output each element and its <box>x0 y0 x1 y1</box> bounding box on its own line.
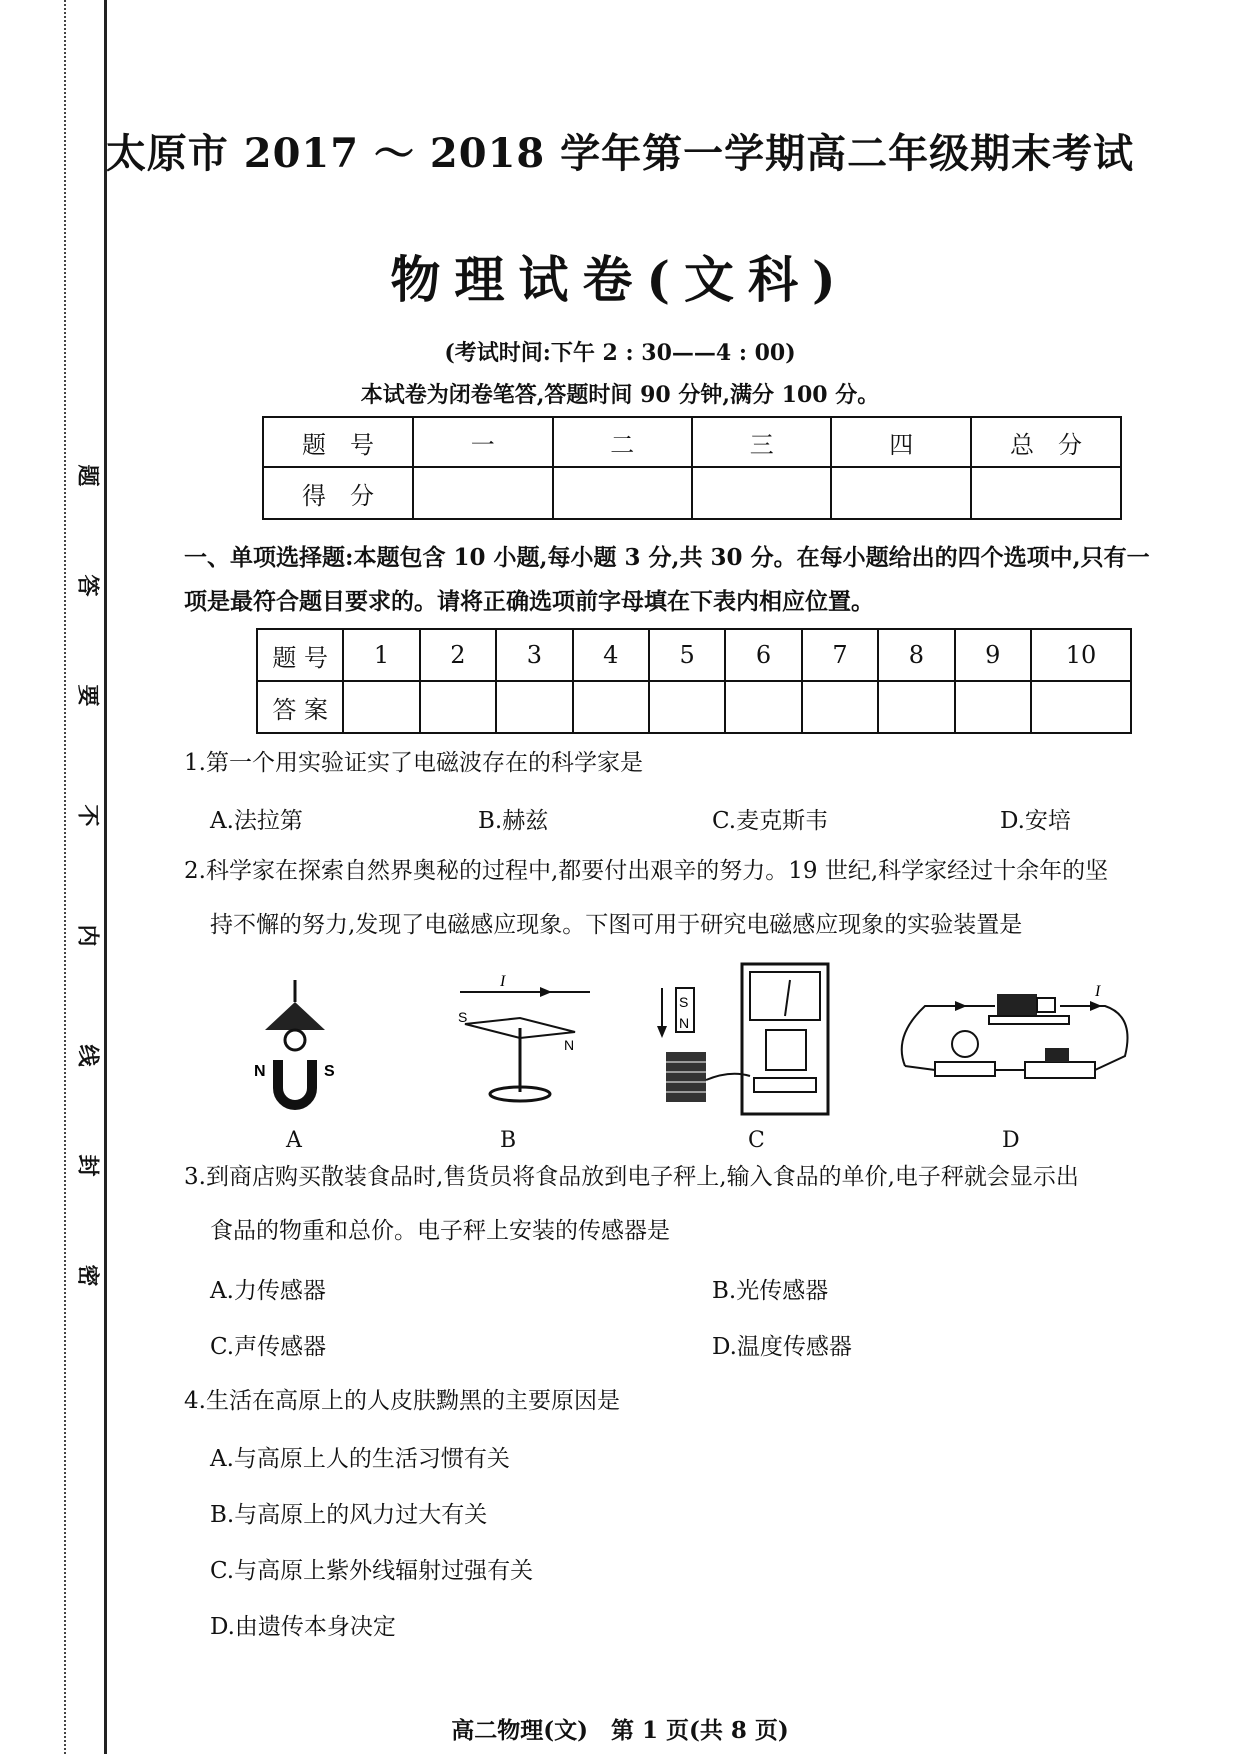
answer-input-cell[interactable] <box>802 681 878 733</box>
q3-option-a: A.力传感器 <box>210 1278 326 1304</box>
question-2-stem-line2: 持不懈的努力,发现了电磁感应现象。下图可用于研究电磁感应现象的实验装置是 <box>210 912 1023 938</box>
answer-label-cell: 答 案 <box>257 681 343 733</box>
score-label-cell: 得 分 <box>263 467 413 519</box>
q3-option-c: C.声传感器 <box>210 1334 327 1360</box>
q4-option-b: B.与高原上的风力过大有关 <box>210 1502 488 1528</box>
answer-input-cell[interactable] <box>649 681 725 733</box>
figure-label-d: D <box>1002 1128 1020 1153</box>
binding-char: 线 <box>74 1044 101 1067</box>
fig-d-i-label: I <box>1095 983 1101 1000</box>
answer-input-cell[interactable] <box>420 681 496 733</box>
answer-table <box>256 628 1132 734</box>
figure-d-diagram <box>885 966 1145 1096</box>
q3-option-d: D.温度传感器 <box>712 1334 852 1360</box>
answer-header-cell: 10 <box>1031 629 1131 681</box>
answer-header-cell: 8 <box>878 629 954 681</box>
q1-option-d: D.安培 <box>1000 808 1071 834</box>
score-input-cell[interactable] <box>413 467 552 519</box>
fig-b-s-label: S <box>458 1009 468 1025</box>
exam-time: (考试时间:下午 2 : 30——4 : 00) <box>444 340 796 366</box>
answer-header-cell: 1 <box>343 629 419 681</box>
fig-a-s-label: S <box>324 1063 335 1080</box>
q4-option-a: A.与高原上人的生活习惯有关 <box>210 1446 510 1472</box>
q1-option-b: B.赫兹 <box>478 808 549 834</box>
fig-b-i-label: I <box>500 973 506 990</box>
answer-input-cell[interactable] <box>343 681 419 733</box>
figure-a-diagram <box>240 980 350 1120</box>
score-input-cell[interactable] <box>692 467 831 519</box>
score-header-cell: 总 分 <box>971 417 1121 467</box>
exam-rules: 本试卷为闭卷笔答,答题时间 90 分钟,满分 100 分。 <box>360 382 880 408</box>
page-footer: 高二物理(文) 第 1 页(共 8 页) <box>451 1717 789 1744</box>
fig-b-n-label: N <box>564 1037 575 1053</box>
question-1-stem: 1.第一个用实验证实了电磁波存在的科学家是 <box>184 750 643 776</box>
score-table <box>262 416 1122 520</box>
score-header-cell: 四 <box>831 417 970 467</box>
q4-option-d: D.由遗传本身决定 <box>210 1614 396 1640</box>
answer-header-cell: 题 号 <box>257 629 343 681</box>
q1-option-c: C.麦克斯韦 <box>712 808 829 834</box>
subject-title: 物理试卷(文科) <box>390 250 850 309</box>
score-header-cell: 题 号 <box>263 417 413 467</box>
figure-b-diagram <box>430 972 600 1112</box>
binding-char: 封 <box>74 1154 101 1177</box>
q3-option-b: B.光传感器 <box>712 1278 829 1304</box>
binding-char: 题 <box>74 464 101 487</box>
answer-header-cell: 6 <box>725 629 801 681</box>
figure-label-b: B <box>500 1128 517 1153</box>
answer-input-cell[interactable] <box>955 681 1031 733</box>
figure-label-a: A <box>286 1128 302 1153</box>
answer-input-cell[interactable] <box>878 681 954 733</box>
answer-header-cell: 7 <box>802 629 878 681</box>
fig-a-n-label: N <box>254 1063 266 1080</box>
answer-header-cell: 3 <box>496 629 572 681</box>
score-input-cell[interactable] <box>831 467 970 519</box>
question-3-stem-line1: 3.到商店购买散装食品时,售货员将食品放到电子秤上,输入食品的单价,电子秤就会显示出 <box>184 1164 1079 1190</box>
score-header-cell: 二 <box>553 417 692 467</box>
score-header-cell: 三 <box>692 417 831 467</box>
q1-option-a: A.法拉第 <box>210 808 303 834</box>
binding-char: 内 <box>74 924 101 947</box>
binding-char: 密 <box>74 1264 101 1287</box>
question-4-stem: 4.生活在高原上的人皮肤黝黑的主要原因是 <box>184 1388 620 1414</box>
answer-input-cell[interactable] <box>573 681 649 733</box>
section1-heading-line1: 一、单项选择题:本题包含 10 小题,每小题 3 分,共 30 分。在每小题给出的四个选项中,只有一 <box>184 544 1150 571</box>
fig-c-s-label: S <box>679 994 689 1010</box>
figure-c-diagram <box>650 960 840 1125</box>
section1-heading-line2: 项是最符合题目要求的。请将正确选项前字母填在下表内相应位置。 <box>184 588 874 615</box>
answer-input-cell[interactable] <box>725 681 801 733</box>
question-2-stem-line1: 2.科学家在探索自然界奥秘的过程中,都要付出艰辛的努力。19 世纪,科学家经过十余年的坚 <box>184 858 1109 884</box>
q4-option-c: C.与高原上紫外线辐射过强有关 <box>210 1558 534 1584</box>
question-3-stem-line2: 食品的物重和总价。电子秤上安装的传感器是 <box>210 1218 670 1244</box>
score-input-cell[interactable] <box>971 467 1121 519</box>
figure-label-c: C <box>748 1128 765 1153</box>
answer-header-cell: 9 <box>955 629 1031 681</box>
answer-header-cell: 5 <box>649 629 725 681</box>
answer-input-cell[interactable] <box>496 681 572 733</box>
binding-char: 不 <box>74 804 101 827</box>
answer-header-cell: 4 <box>573 629 649 681</box>
answer-input-cell[interactable] <box>1031 681 1131 733</box>
score-header-cell: 一 <box>413 417 552 467</box>
score-input-cell[interactable] <box>553 467 692 519</box>
fig-c-n-label: N <box>679 1015 690 1031</box>
binding-char: 要 <box>74 684 101 707</box>
exam-title: 太原市 2017 ～ 2018 学年第一学期高二年级期末考试 <box>105 130 1135 177</box>
binding-char: 答 <box>74 574 101 597</box>
answer-header-cell: 2 <box>420 629 496 681</box>
